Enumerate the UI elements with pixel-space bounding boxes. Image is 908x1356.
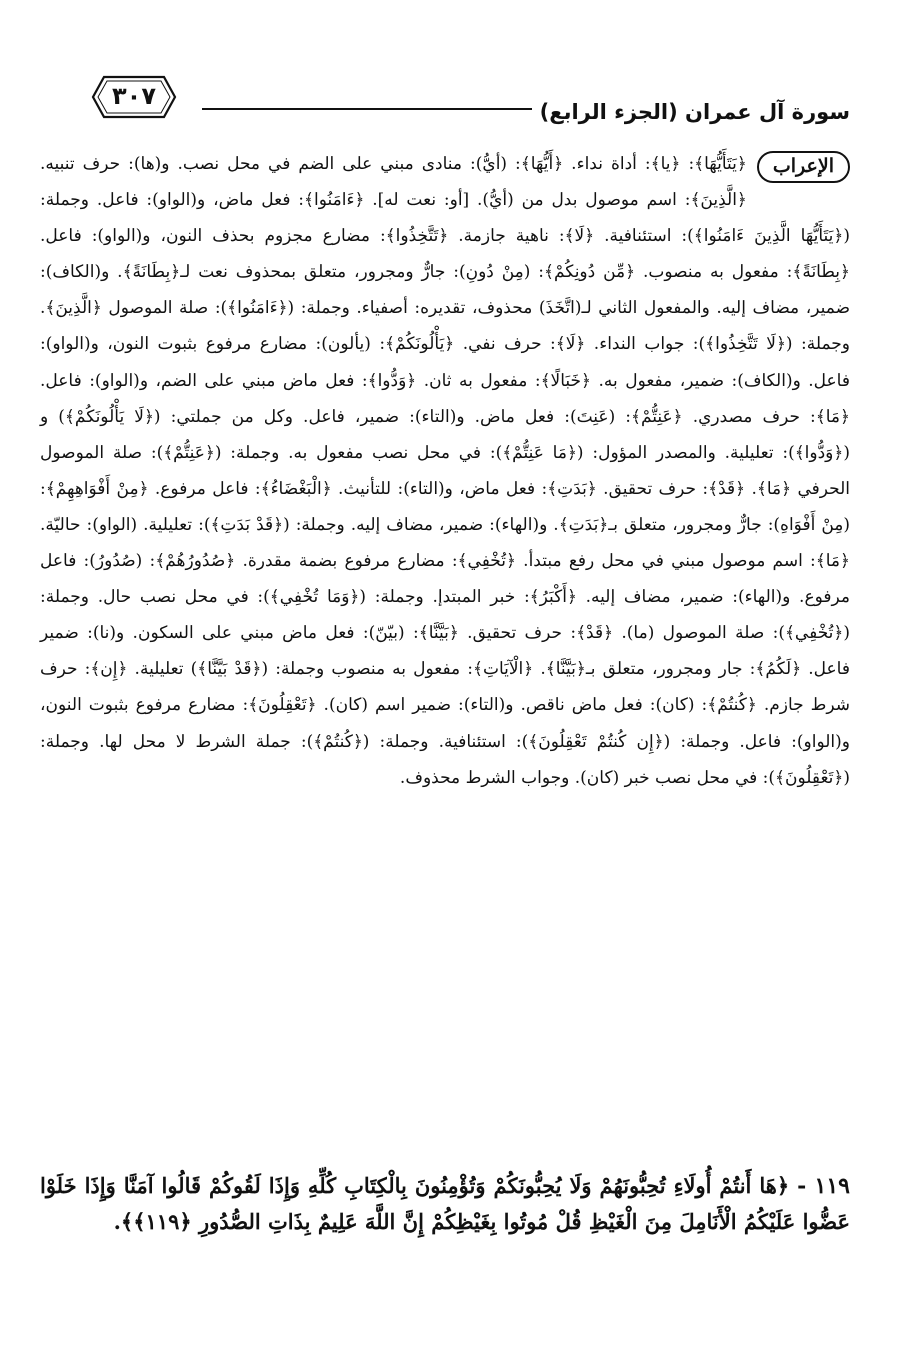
- irab-section: [40, 146, 850, 1156]
- irab-label: الإعراب: [757, 151, 850, 183]
- surah-title: سورة آل عمران (الجزء الرابع): [539, 100, 850, 124]
- page-number: ٣٠٧: [112, 82, 156, 110]
- page-number-frame: [90, 74, 178, 120]
- page-header: [90, 70, 850, 130]
- irab-text: ﴿يَتَأَيُّهَا﴾: ﴿يا﴾: أداة نداء. ﴿أَيُّهَا﴾: (أيُّ): منادى مبني على الضم في محل نصب. و(ها): حرف تنبيه. ﴿الَّذِينَ﴾: اسم موصول بدل من (أيُّ). [أو: نعت له]. ﴿ءَامَنُوا﴾: فعل ماض، و(الواو): فاعل. وجملة: (﴿يَتَأَيُّهَا الَّذِينَ ءَامَنُوا﴾): استئنافية. ﴿لَا﴾: ناهية جازمة. ﴿تَتَّخِذُوا﴾: مضارع مجزوم بحذف النون، و(الواو): فاعل. ﴿بِطَانَةً﴾: مفعول به منصوب. ﴿مِّن دُونِكُمْ﴾: (مِنْ دُونِ): جارٌّ ومجرور، متعلق بمحذوف نعت لـ﴿بِطَانَةً﴾. و(الكاف): ضمير، مضاف إليه. والمفعول الثاني لـ(اتَّخَذَ) محذوف، تقديره: أصفياء. وجملة: (﴿ءَامَنُوا﴾): صلة الموصول ﴿الَّذِينَ﴾. وجملة: (﴿لَا تَتَّخِذُوا﴾): جواب النداء. ﴿لَا﴾: حرف نفي. ﴿يَأْلُونَكُمْ﴾: (يألون): مضارع مرفوع بثبوت النون، و(الواو): فاعل. و(الكاف): ضمير، مفعول به. ﴿خَبَالًا﴾: مفعول به ثان. ﴿وَدُّوا﴾: فعل ماض مبني على الضم، و(الواو): فاعل. ﴿مَا﴾: حرف مصدري. ﴿عَنِتُّمْ﴾: (عَنِتَ): فعل ماض. و(التاء): ضمير، فاعل. وكل من جملتي: (﴿لَا يَأْلُونَكُمْ﴾) و (﴿وَدُّوا﴾): تعليلية. والمصدر المؤول: (﴿مَا عَنِتُّمْ﴾): في محل نصب مفعول به. وجملة: (﴿عَنِتُّمْ﴾): صلة الموصول الحرفي ﴿مَا﴾. ﴿قَدْ﴾: حرف تحقيق. ﴿بَدَتِ﴾: فعل ماض، و(التاء): للتأنيث. ﴿الْبَغْضَاءُ﴾: فاعل مرفوع. ﴿مِنْ أَفْوَاهِهِمْ﴾: (مِنْ أَفْوَاهِ): جارٌّ ومجرور، متعلق بـ﴿بَدَتِ﴾. و(الهاء): ضمير، مضاف إليه. وجملة: (﴿قَدْ بَدَتِ﴾): تعليلية. (الواو): حاليّة. ﴿مَا﴾: اسم موصول مبني في محل رفع مبتدأ. ﴿تُخْفِي﴾: مضارع مرفوع بضمة مقدرة. ﴿صُدُورُهُمْ﴾: (صُدُورُ): فاعل مرفوع. و(الهاء): ضمير، مضاف إليه. ﴿أَكْبَرُ﴾: خبر المبتدإ. وجملة: (﴿وَمَا تُخْفِي﴾): في محل نصب حال. وجملة: (﴿تُخْفِي﴾): صلة الموصول (ما). ﴿قَدْ﴾: حرف تحقيق. ﴿بَيَّنَّا﴾: (بيّنّ): فعل ماض مبني على السكون. و(نا): ضمير فاعل. ﴿لَكُمُ﴾: جار ومجرور، متعلق بـ﴿بَيَّنَّا﴾. ﴿الْآيَاتِ﴾: مفعول به منصوب وجملة: (﴿قَدْ بَيَّنَّا﴾) تعليلية. ﴿إِن﴾: حرف شرط جازم. ﴿كُنتُمْ﴾: (كان): فعل ماض ناقص. و(التاء): ضمير اسم (كان). ﴿تَعْقِلُونَ﴾: مضارع مرفوع بثبوت النون، و(الواو): فاعل. وجملة: (﴿إِن كُنتُمْ تَعْقِلُونَ﴾): استئنافية. وجملة: (﴿كُنتُمْ﴾): جملة الشرط لا محل لها. وجملة: (﴿تَعْقِلُونَ﴾): في محل نصب خبر (كان). وجواب الشرط محذوف.: [40, 154, 850, 788]
- verse-number: ١١٩ -: [797, 1173, 850, 1199]
- header-rule: [202, 108, 532, 110]
- verse-text: ﴿هَا أَنتُمْ أُولَاءِ تُحِبُّونَهُمْ وَلَا يُحِبُّونَكُمْ وَتُؤْمِنُونَ بِالْكِتَابِ كُلِّهِ وَإِذَا لَقُوكُمْ قَالُوا آمَنَّا وَإِذَا خَلَوْا عَضُّوا عَلَيْكُمُ الْأَنَامِلَ مِنَ الْغَيْظِ قُلْ مُوتُوا بِغَيْظِكُمْ إِنَّ اللَّهَ عَلِيمٌ بِذَاتِ الصُّدُورِ ﴿١١٩﴾﴾.: [40, 1173, 850, 1234]
- verse-119: [40, 1168, 850, 1276]
